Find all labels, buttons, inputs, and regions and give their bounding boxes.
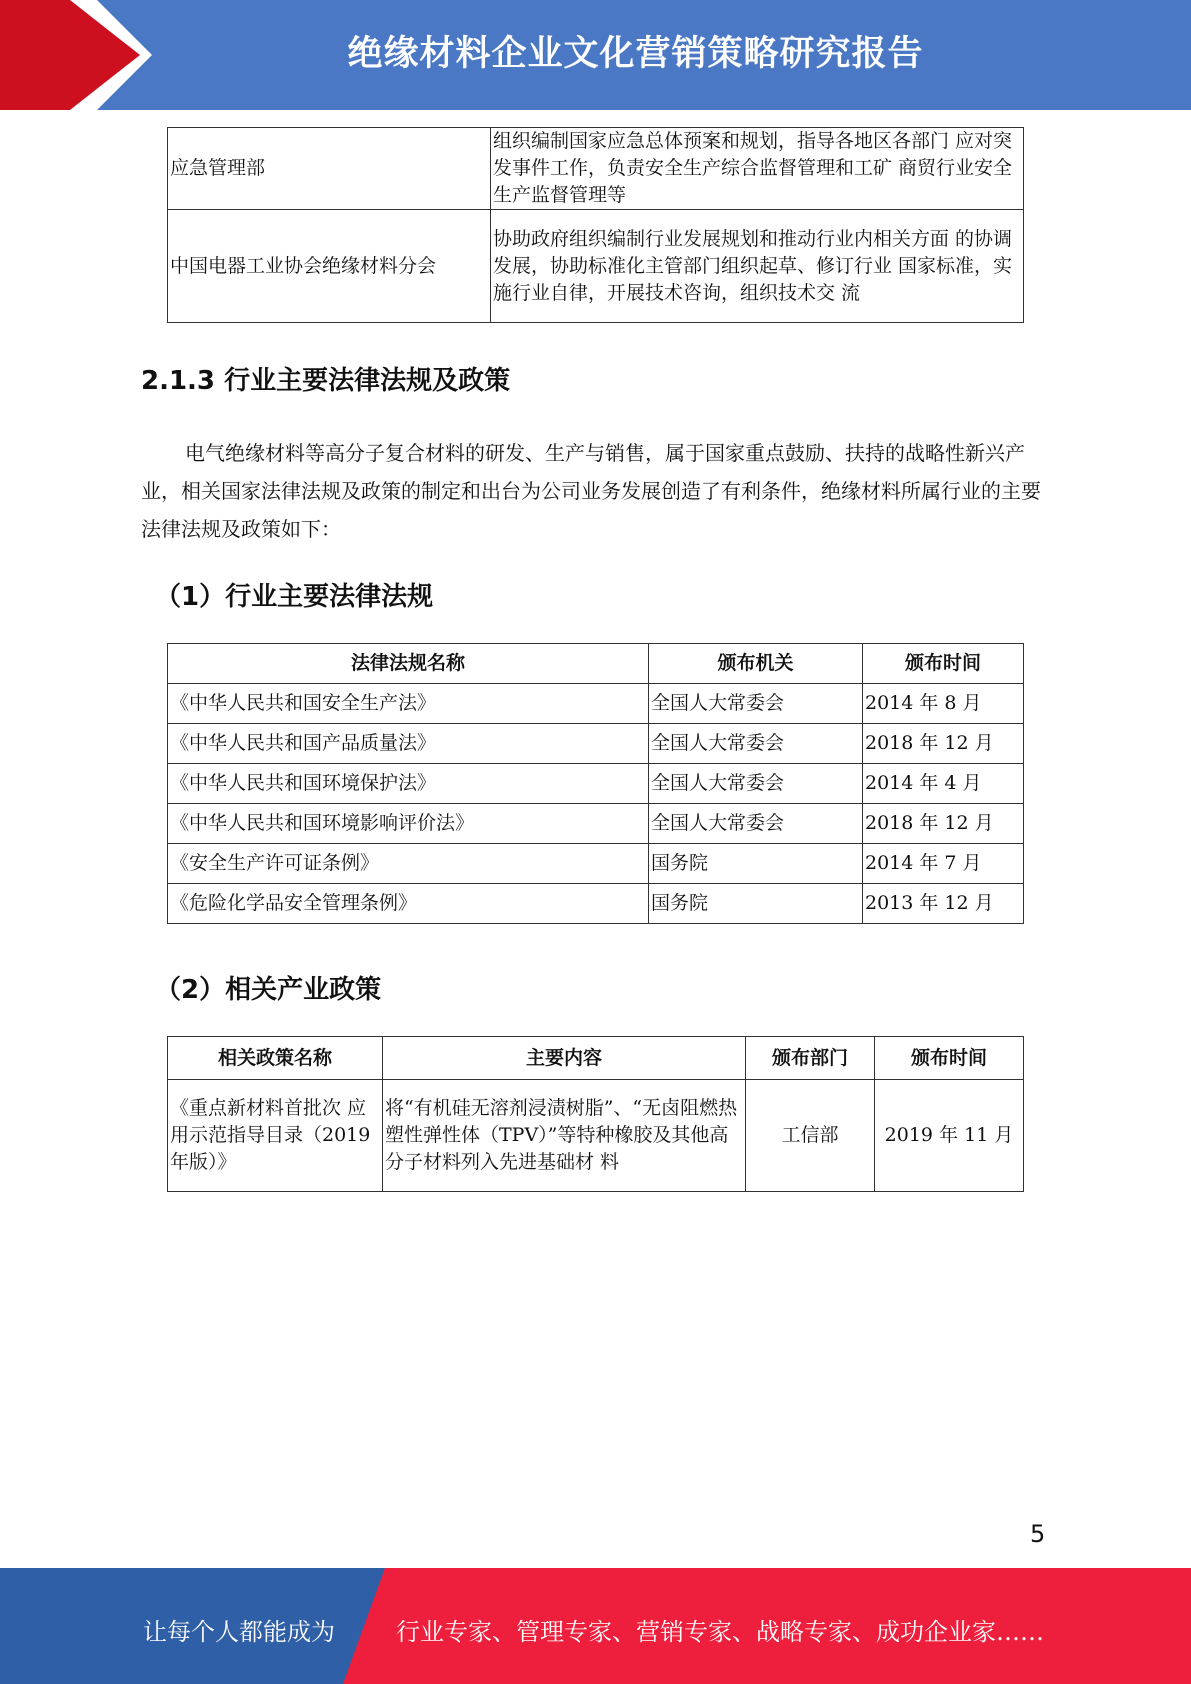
law-name: 《危险化学品安全管理条例》 xyxy=(168,884,649,924)
law-name: 《中华人民共和国环境保护法》 xyxy=(168,764,649,804)
footer-slogan-left: 让每个人都能成为 xyxy=(143,1618,335,1646)
law-date: 2018 年 12 月 xyxy=(863,724,1024,764)
footer-slogan-right: 行业专家、管理专家、营销专家、战略专家、成功企业家…… xyxy=(396,1618,1044,1646)
law-issuer: 国务院 xyxy=(649,884,863,924)
column-header: 颁布部门 xyxy=(746,1037,875,1080)
policies-table xyxy=(167,1036,1024,1192)
table-row xyxy=(168,884,1024,924)
policies-heading: （2）相关产业政策 xyxy=(155,975,382,1005)
laws-table xyxy=(167,643,1024,924)
table-row xyxy=(168,128,1024,210)
policy-content: 将“有机硅无溶剂浸渍树脂”、“无卤阻燃热塑性弹性体（TPV）”等特种橡胶及其他高分子材料列入先进基础材 料 xyxy=(383,1080,746,1192)
column-header: 相关政策名称 xyxy=(168,1037,383,1080)
law-issuer: 全国人大常委会 xyxy=(649,684,863,724)
law-name: 《中华人民共和国安全生产法》 xyxy=(168,684,649,724)
org-name: 应急管理部 xyxy=(168,128,491,210)
law-issuer: 全国人大常委会 xyxy=(649,804,863,844)
law-date: 2018 年 12 月 xyxy=(863,804,1024,844)
law-name: 《中华人民共和国产品质量法》 xyxy=(168,724,649,764)
report-title: 绝缘材料企业文化营销策略研究报告 xyxy=(347,34,924,74)
policy-name: 《重点新材料首批次 应用示范指导目录（2019 年版）》 xyxy=(168,1080,383,1192)
page-number: 5 xyxy=(1030,1520,1046,1548)
section-paragraph: 电气绝缘材料等高分子复合材料的研发、生产与销售，属于国家重点鼓励、扶持的战略性新兴产业，相关国家法律法规及政策的制定和出台为公司业务发展创造了有利条件，绝缘材料所属行业的主要法律法规及政策如下： xyxy=(141,441,1041,541)
law-name: 《中华人民共和国环境影响评价法》 xyxy=(168,804,649,844)
policy-issuer: 工信部 xyxy=(746,1080,875,1192)
laws-heading: （1）行业主要法律法规 xyxy=(155,582,434,612)
page-footer xyxy=(0,1568,1191,1684)
table-row xyxy=(168,844,1024,884)
table-row xyxy=(168,684,1024,724)
column-header: 主要内容 xyxy=(383,1037,746,1080)
table-row xyxy=(168,764,1024,804)
table-row xyxy=(168,210,1024,323)
column-header: 法律法规名称 xyxy=(168,644,649,684)
table-row xyxy=(168,724,1024,764)
law-issuer: 全国人大常委会 xyxy=(649,724,863,764)
table-header-row xyxy=(168,644,1024,684)
law-date: 2013 年 12 月 xyxy=(863,884,1024,924)
column-header: 颁布机关 xyxy=(649,644,863,684)
table-row xyxy=(168,1080,1024,1192)
table-row xyxy=(168,804,1024,844)
org-name: 中国电器工业协会绝缘材料分会 xyxy=(168,210,491,323)
column-header: 颁布时间 xyxy=(863,644,1024,684)
policy-date: 2019 年 11 月 xyxy=(875,1080,1024,1192)
law-name: 《安全生产许可证条例》 xyxy=(168,844,649,884)
org-desc: 协助政府组织编制行业发展规划和推动行业内相关方面 的协调发展，协助标准化主管部门组织起草、修订行业 国家标准，实施行业自律，开展技术咨询，组织技术交 流 xyxy=(491,210,1024,323)
law-issuer: 全国人大常委会 xyxy=(649,764,863,804)
law-issuer: 国务院 xyxy=(649,844,863,884)
org-desc: 组织编制国家应急总体预案和规划，指导各地区各部门 应对突发事件工作，负责安全生产综合监督管理和工矿 商贸行业安全生产监督管理等 xyxy=(491,128,1024,210)
law-date: 2014 年 8 月 xyxy=(863,684,1024,724)
section-heading: 2.1.3 行业主要法律法规及政策 xyxy=(141,366,511,396)
table-header-row xyxy=(168,1037,1024,1080)
header-arrow-icon xyxy=(0,0,140,110)
page-header xyxy=(0,0,1191,110)
org-table xyxy=(167,127,1024,323)
law-date: 2014 年 4 月 xyxy=(863,764,1024,804)
column-header: 颁布时间 xyxy=(875,1037,1024,1080)
law-date: 2014 年 7 月 xyxy=(863,844,1024,884)
